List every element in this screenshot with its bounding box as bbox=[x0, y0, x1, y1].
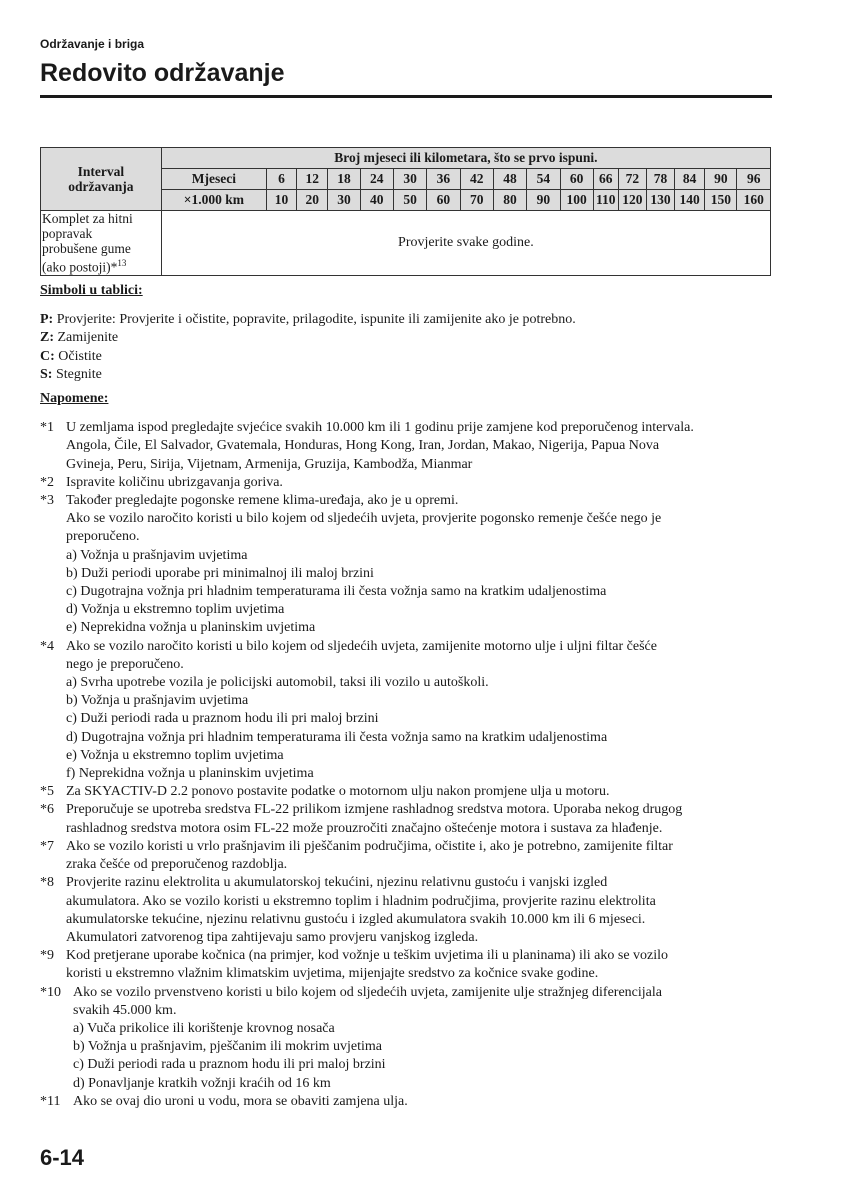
item-cell bbox=[41, 211, 162, 276]
km-cell: 100 bbox=[560, 190, 593, 211]
item-line3 bbox=[42, 256, 161, 275]
note-line: rashladnog sredstva motora osim FL-22 može prouzročiti značajno oštećenje motora i sustava za hlađenje. bbox=[66, 820, 663, 836]
km-cell: 20 bbox=[297, 190, 328, 211]
km-cell: 110 bbox=[593, 190, 618, 211]
symbol-item bbox=[40, 348, 780, 366]
symbol-item bbox=[40, 329, 780, 347]
month-cell: 18 bbox=[328, 169, 360, 190]
note-line: Angola, Čile, El Salvador, Gvatemala, Honduras, Hong Kong, Iran, Jordan, Makao, Nigerija, Papua Nova bbox=[66, 438, 660, 454]
note-11 bbox=[40, 1093, 780, 1111]
note-subitem: d) Dugotrajna vožnja pri hladnim temperaturama ili česta vožnja samo na kratkim udaljenostima bbox=[66, 729, 608, 745]
note-mark: *3 bbox=[40, 493, 54, 509]
km-cell: 70 bbox=[460, 190, 493, 211]
month-cell: 30 bbox=[393, 169, 426, 190]
note-subitem: d) Ponavljanje kratkih vožnji kraćih od 16 km bbox=[73, 1075, 331, 1091]
months-label: Mjeseci bbox=[161, 169, 266, 190]
month-cell: 78 bbox=[646, 169, 674, 190]
note-mark: *9 bbox=[40, 948, 54, 964]
title-rule bbox=[40, 95, 772, 98]
km-cell: 160 bbox=[737, 190, 771, 211]
month-cell: 42 bbox=[460, 169, 493, 190]
symbol-key: Z: bbox=[40, 330, 54, 346]
km-cell: 50 bbox=[393, 190, 426, 211]
note-5 bbox=[40, 783, 780, 801]
note-9 bbox=[40, 947, 780, 983]
note-line: Ispravite količinu ubrizgavanja goriva. bbox=[66, 474, 283, 490]
note-line: U zemljama ispod pregledajte svjećice svakih 10.000 km ili 1 godinu prije zamjene kod preporučenog intervala. bbox=[66, 420, 694, 436]
km-cell: 40 bbox=[360, 190, 393, 211]
note-subitem: c) Duži periodi rada u praznom hodu ili pri maloj brzini bbox=[66, 711, 379, 727]
note-2 bbox=[40, 474, 780, 492]
month-cell: 6 bbox=[266, 169, 296, 190]
note-7 bbox=[40, 838, 780, 874]
km-cell: 30 bbox=[328, 190, 360, 211]
note-line: Ako se ovaj dio uroni u vodu, mora se obaviti zamjena ulja. bbox=[73, 1093, 408, 1109]
note-line: Ako se vozilo naročito koristi u bilo kojem od sljedećih uvjeta, provjerite pogonsko remenje češće nego je bbox=[66, 511, 662, 527]
table-row bbox=[41, 211, 771, 276]
note-subitem: b) Duži periodi uporabe pri minimalnoj ili maloj brzini bbox=[66, 565, 374, 581]
span-header-cell: Broj mjeseci ili kilometara, što se prvo ispuni. bbox=[161, 148, 770, 169]
note-subitem: b) Vožnja u prašnjavim, pješčanim ili mokrim uvjetima bbox=[73, 1039, 382, 1055]
month-cell: 48 bbox=[493, 169, 526, 190]
note-mark: *1 bbox=[40, 420, 54, 436]
note-6 bbox=[40, 801, 780, 837]
note-line: Akumulatori zatvorenog tipa zahtijevaju samo provjeru vanjskog izgleda. bbox=[66, 929, 479, 945]
note-4 bbox=[40, 638, 780, 784]
note-line: nego je preporučeno. bbox=[66, 656, 184, 672]
note-line: akumulatorske tekućine, njezinu relativnu gustoću i izgled akumulatora svakih 10.000 km ili 6 mjeseci. bbox=[66, 911, 646, 927]
note-line: akumulatora. Ako se vozilo koristi u ekstremno toplim i hladnim područjima, provjerite razinu elektrolita bbox=[66, 893, 656, 909]
km-cell: 80 bbox=[493, 190, 526, 211]
month-cell: 54 bbox=[527, 169, 560, 190]
section-label: Održavanje i briga bbox=[40, 37, 145, 51]
note-line: koristi u ekstremno vlažnim klimatskim uvjetima, mijenjajte sredstvo za kočnice svake godine. bbox=[66, 966, 599, 982]
note-mark: *8 bbox=[40, 875, 54, 891]
note-line: zraka češće od preporučenog razdoblja. bbox=[66, 857, 288, 873]
action-cell: Provjerite svake godine. bbox=[161, 211, 770, 276]
note-mark: *6 bbox=[40, 802, 54, 818]
note-subitem: e) Neprekidna vožnja u planinskim uvjetima bbox=[66, 620, 316, 636]
note-line: Ako se vozilo naročito koristi u bilo kojem od sljedećih uvjeta, zamijenite motorno ulje i uljni filtar češće bbox=[66, 638, 657, 654]
note-subitem: c) Duži periodi rada u praznom hodu ili pri maloj brzini bbox=[73, 1057, 386, 1073]
symbol-key: S: bbox=[40, 366, 53, 382]
symbol-text: Očistite bbox=[54, 348, 102, 364]
symbol-item bbox=[40, 311, 780, 329]
month-cell: 72 bbox=[618, 169, 646, 190]
month-cell: 84 bbox=[675, 169, 705, 190]
note-mark: *2 bbox=[40, 474, 54, 490]
symbol-key: P: bbox=[40, 312, 54, 328]
km-cell: 140 bbox=[675, 190, 705, 211]
km-label: ×1.000 km bbox=[161, 190, 266, 211]
note-line: Kod pretjerane uporabe kočnica (na primjer, kod vožnje u teškim uvjetima ili u planinama) ili ako se vozilo bbox=[66, 948, 669, 964]
maintenance-table bbox=[40, 147, 771, 276]
interval-label-line1: Interval bbox=[77, 164, 125, 179]
notes-heading: Napomene: bbox=[40, 391, 109, 407]
item-line1: Komplet za hitni popravak bbox=[42, 211, 133, 241]
km-cell: 60 bbox=[427, 190, 460, 211]
km-cell: 130 bbox=[646, 190, 674, 211]
note-8 bbox=[40, 874, 780, 947]
note-subitem: a) Vožnja u prašnjavim uvjetima bbox=[66, 547, 248, 563]
note-mark: *4 bbox=[40, 638, 54, 654]
item-line3-text: (ako postoji)* bbox=[42, 259, 118, 275]
footnote-ref: 13 bbox=[117, 258, 127, 268]
note-line: Provjerite razinu elektrolita u akumulatorskoj tekućini, njezinu relativnu gustoću i vanjski izgled bbox=[66, 875, 608, 891]
month-cell: 24 bbox=[360, 169, 393, 190]
page-number: 6-14 bbox=[40, 1145, 85, 1170]
note-subitem: a) Svrha upotrebe vozila je policijski automobil, taksi ili vozilo u autoškoli. bbox=[66, 675, 489, 691]
note-subitem: d) Vožnja u ekstremno toplim uvjetima bbox=[66, 602, 285, 618]
symbol-text: Zamijenite bbox=[54, 330, 119, 346]
month-cell: 36 bbox=[427, 169, 460, 190]
month-cell: 90 bbox=[705, 169, 737, 190]
note-line: Ako se vozilo koristi u vrlo prašnjavim ili pješčanim područjima, očistite i, ako je potrebno, zamijenite filtar bbox=[66, 838, 673, 854]
note-mark: *5 bbox=[40, 784, 54, 800]
symbol-item bbox=[40, 366, 780, 384]
note-10 bbox=[40, 984, 780, 1093]
symbols-heading: Simboli u tablici: bbox=[40, 283, 143, 298]
month-cell: 60 bbox=[560, 169, 593, 190]
month-cell: 12 bbox=[297, 169, 328, 190]
note-line: Također pregledajte pogonske remene klima-uređaja, ako je u opremi. bbox=[66, 493, 459, 509]
note-mark: *7 bbox=[40, 838, 54, 854]
item-line2: probušene gume bbox=[42, 241, 131, 256]
km-cell: 10 bbox=[266, 190, 296, 211]
note-subitem: e) Vožnja u ekstremno toplim uvjetima bbox=[66, 747, 284, 763]
symbol-text: Stegnite bbox=[52, 366, 102, 382]
note-line: Preporučuje se upotreba sredstva FL-22 prilikom izmjene rashladnog sredstva motora. Uporaba nekog drugog bbox=[66, 802, 683, 818]
note-line: Gvineja, Peru, Sirija, Vijetnam, Armenija, Gruzija, Kambodža, Mianmar bbox=[66, 456, 473, 472]
note-line: preporučeno. bbox=[66, 529, 140, 545]
interval-label-line2: održavanja bbox=[68, 179, 134, 194]
note-mark: *10 bbox=[40, 984, 61, 1000]
km-cell: 90 bbox=[527, 190, 560, 211]
symbol-text: Provjerite: Provjerite i očistite, popravite, prilagodite, ispunite ili zamijenite ako je potrebno. bbox=[53, 312, 576, 328]
note-1 bbox=[40, 419, 780, 474]
month-cell: 66 bbox=[593, 169, 618, 190]
note-3 bbox=[40, 492, 780, 638]
km-cell: 120 bbox=[618, 190, 646, 211]
page-title: Redovito održavanje bbox=[40, 59, 285, 87]
note-mark: *11 bbox=[40, 1093, 61, 1109]
km-cell: 150 bbox=[705, 190, 737, 211]
note-line: Ako se vozilo prvenstveno koristi u bilo kojem od sljedećih uvjeta, zamijenite ulje stražnjeg diferencijala bbox=[73, 984, 662, 1000]
note-line: Za SKYACTIV-D 2.2 ponovo postavite podatke o motornom ulju nakon promjene ulja u motoru. bbox=[66, 784, 610, 800]
note-subitem: a) Vuča prikolice ili korištenje krovnog nosača bbox=[73, 1020, 335, 1036]
note-subitem: b) Vožnja u prašnjavim uvjetima bbox=[66, 693, 249, 709]
symbol-key: C: bbox=[40, 348, 55, 364]
note-subitem: c) Dugotrajna vožnja pri hladnim temperaturama ili česta vožnja samo na kratkim udaljenostima bbox=[66, 584, 607, 600]
note-subitem: f) Neprekidna vožnja u planinskim uvjetima bbox=[66, 766, 314, 782]
month-cell: 96 bbox=[737, 169, 771, 190]
interval-header-cell bbox=[41, 148, 162, 211]
note-line: svakih 45.000 km. bbox=[73, 1002, 177, 1018]
content bbox=[40, 282, 780, 1111]
